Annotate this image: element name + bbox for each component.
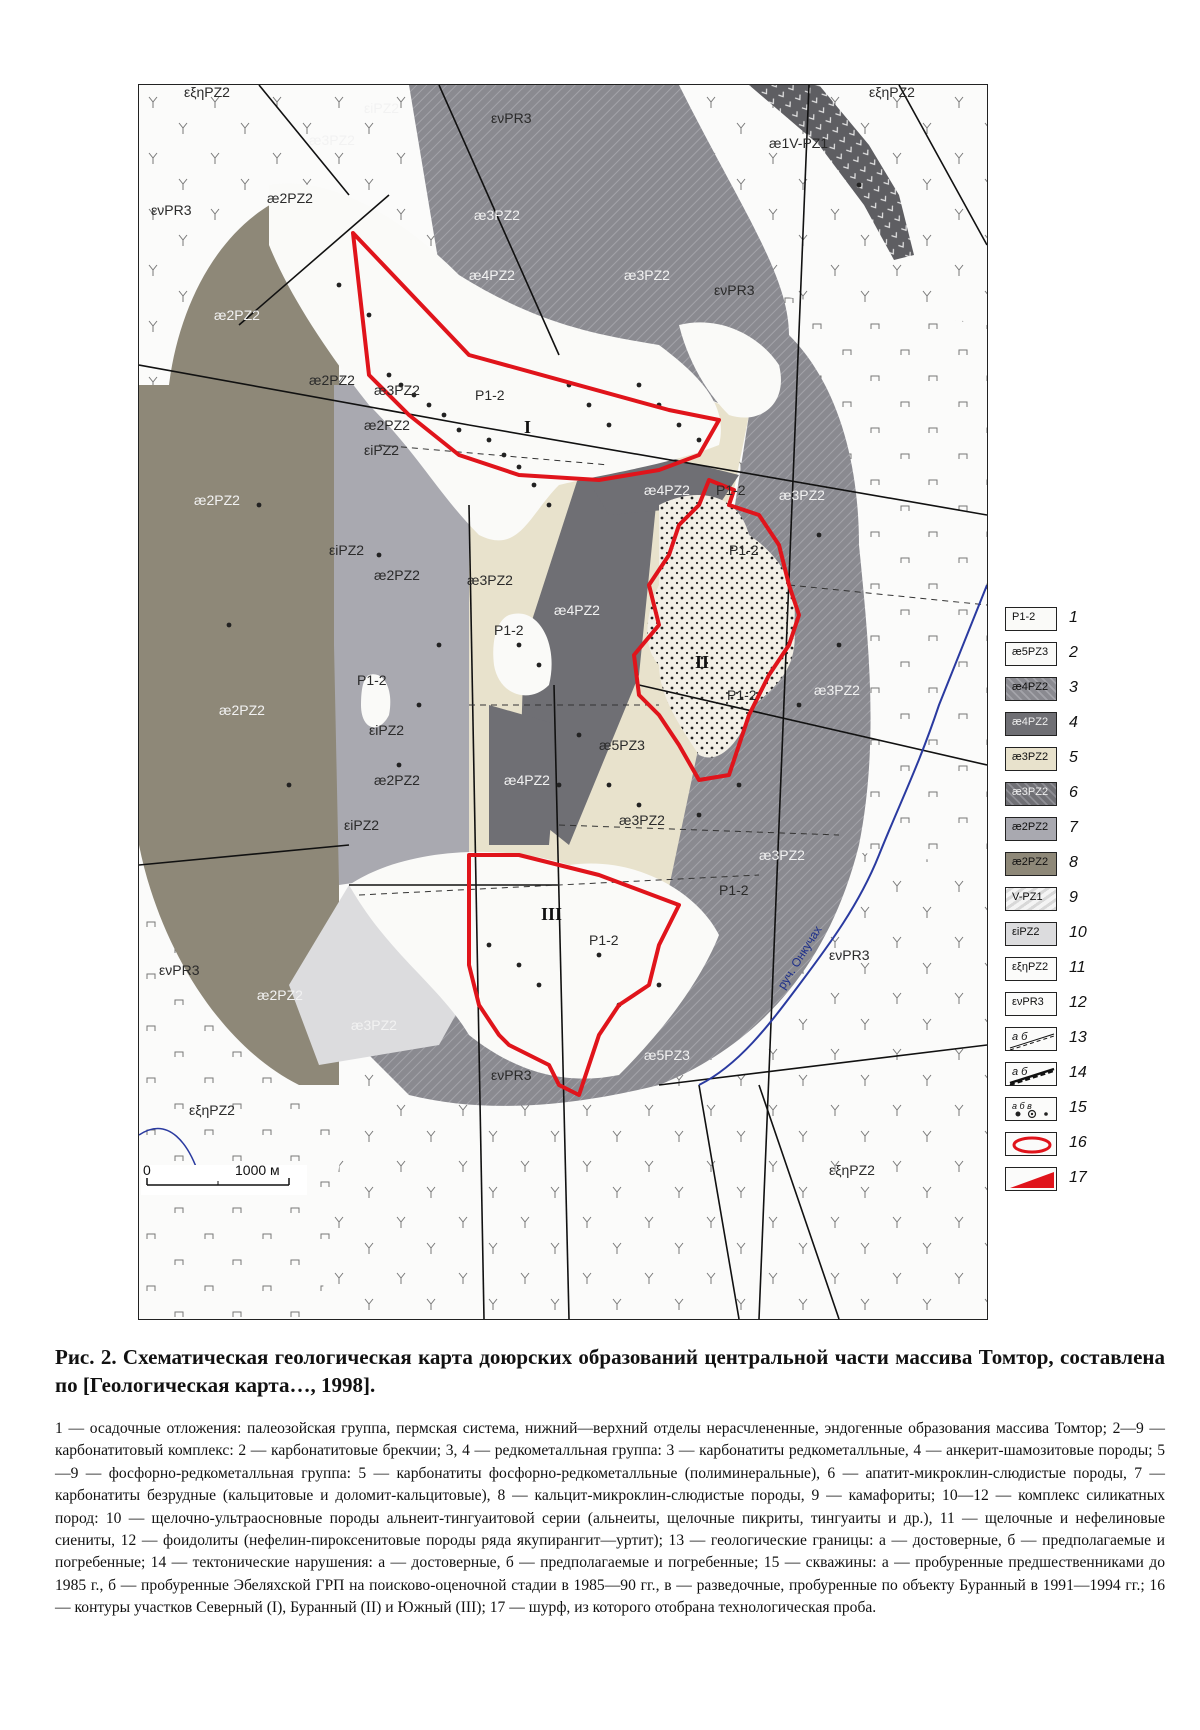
zone-label: ενPR3 xyxy=(829,947,870,963)
legend-item: V-PZ1 9 xyxy=(1005,885,1100,915)
zone-label: ενPR3 xyxy=(491,110,532,126)
plot-label-I: I xyxy=(524,417,532,437)
plot-label-III: III xyxy=(541,904,563,924)
zone-label: P1-2 xyxy=(729,542,759,558)
river-label: руч. Онкучах xyxy=(774,923,825,992)
zone-label: æ3PZ2 xyxy=(619,812,665,828)
zone-label: æ5PZ3 xyxy=(644,1047,690,1063)
legend-item: εξηPZ2 11 xyxy=(1005,955,1100,985)
legend-item: 16 xyxy=(1005,1130,1100,1160)
legend-item: ενPR3 12 xyxy=(1005,990,1100,1020)
legend-item: æ5PZ3 2 xyxy=(1005,640,1100,670)
legend-item: а б 13 xyxy=(1005,1025,1100,1055)
zone-label: æ2PZ2 xyxy=(364,417,410,433)
zone-label: æ2PZ2 xyxy=(374,567,420,583)
zone-label: ενPR3 xyxy=(159,962,200,978)
legend-item: æ2PZ2 8 xyxy=(1005,850,1100,880)
legend-item: εiPZ2 10 xyxy=(1005,920,1100,950)
zone-label: æ3PZ2 xyxy=(814,682,860,698)
zone-label: εiPZ2 xyxy=(344,817,380,833)
zone-label: P1-2 xyxy=(589,932,619,948)
legend-item: æ4PZ2 4 xyxy=(1005,710,1100,740)
zone-label: æ2PZ2 xyxy=(267,190,313,206)
zone-label: P1-2 xyxy=(357,672,387,688)
map-legend xyxy=(1005,605,1100,1325)
zone-label: æ2PZ2 xyxy=(309,372,355,388)
zone-label: εξηPZ2 xyxy=(184,85,230,100)
figure-caption-title: Рис. 2. Схематическая геологическая карта доюрских образований центральной части массива Томтор, составлена по [Геологическая карта…, 1998]. xyxy=(55,1345,1165,1397)
zone-label: εξηPZ2 xyxy=(189,1102,235,1118)
legend-item: P1-2 1 xyxy=(1005,605,1100,635)
scale-bar xyxy=(141,1162,307,1195)
zone-label: æ3PZ2 xyxy=(467,572,513,588)
scale-distance: 1000 м xyxy=(235,1162,280,1178)
zone-label: ενPR3 xyxy=(714,282,755,298)
zone-label: æ3PZ2 xyxy=(624,267,670,283)
zone-label: æ3PZ2 xyxy=(474,207,520,223)
legend-item: 17 xyxy=(1005,1165,1100,1195)
legend-item: æ3PZ2 5 xyxy=(1005,745,1100,775)
zone-label: æ4PZ2 xyxy=(469,267,515,283)
plot-label-II: II xyxy=(695,652,710,672)
zone-label: æ4PZ2 xyxy=(644,482,690,498)
zone-label: εiPZ2 xyxy=(329,542,365,558)
zone-label: P1-2 xyxy=(494,622,524,638)
zone-label: εξηPZ2 xyxy=(829,1162,875,1178)
zone-label: εiPZ2 xyxy=(364,100,400,116)
zone-label: æ4PZ2 xyxy=(504,772,550,788)
zone-label: P1-2 xyxy=(716,482,746,498)
figure-caption-body: 1 — осадочные отложения: палеозойская группа, пермская система, нижний—верхний отделы нерасчлененные, эндогенные образования массива Томтор; 2—9 — карбонатитовый комплекс: 2 — карбонатитовые брекчии; 3, 4 — редкометалльная группа: 3 — карбонатиты редкометалльные, 4 — анкерит-шамозитовые породы; 5—9 — фосфорно-редкометалльная группа: 5 — карбонатиты фосфорно-редкометалльные (полиминеральные), 6 — апатит-микроклин-слюдистые породы, 7 — карбонатиты безрудные (кальцитовые и доломит-кальцитовые), 8 — кальцит-микроклин-слюдистые породы, 9 — камафориты; 10—12 — комплекс силикатных пород: 10 — щелочно-ультраосновные породы альнеит-тингуаитовой серии (альнеиты, щелочные пикриты, тингуаиты и др.), 11 — щелочные и нефелиновые сиениты, 12 — фоидолиты (нефелин-пироксенитовые породы ряда якупирангит—уртит); 13 — геологические границы: а — достоверные, б — предполагаемые и погребенные; 14 — тектонические нарушения: а — достоверные, б — предполагаемые и погребенные; 15 — скважины: а — пробуренные предшественниками до 1985 г., б — пробуренные Эбеляхской ГРП на поисково-оценочной стадии в 1985—90 гг., в — разведочные, пробуренные по объекту Буранный в 1991—1994 гг.; 16 — контуры участков Северный (I), Буранный (II) и Южный (III); 17 — шурф, из которого отобрана технологическая проба. xyxy=(55,1420,1165,1617)
zone-label: æ2PZ2 xyxy=(219,702,265,718)
legend-item: æ4PZ2 3 xyxy=(1005,675,1100,705)
zone-label: æ4PZ2 xyxy=(554,602,600,618)
zone-label: æ3PZ2 xyxy=(759,847,805,863)
zone-label: P1-2 xyxy=(719,882,749,898)
legend-item: æ3PZ2 6 xyxy=(1005,780,1100,810)
zone-label: æ1V-PZ1 xyxy=(769,135,829,151)
legend-item: а б 14 xyxy=(1005,1060,1100,1090)
zone-label: εξηPZ2 xyxy=(869,85,915,100)
zone-label: æ5PZ3 xyxy=(599,737,645,753)
zone-label: P1-2 xyxy=(727,687,757,703)
zone-label: ενPR3 xyxy=(491,1067,532,1083)
legend-item: æ2PZ2 7 xyxy=(1005,815,1100,845)
zone-label: P1-2 xyxy=(475,387,505,403)
zone-label: εiPZ2 xyxy=(369,722,405,738)
zone-label: æ2PZ2 xyxy=(257,987,303,1003)
zone-label: æ3PZ2 xyxy=(779,487,825,503)
zone-label: æ3PZ2 xyxy=(351,1017,397,1033)
zone-label: æ3PZ2 xyxy=(374,382,420,398)
scale-zero: 0 xyxy=(143,1162,151,1178)
legend-item: а б в 15 xyxy=(1005,1095,1100,1125)
zone-label: æ2PZ2 xyxy=(214,307,260,323)
zone-label: εiPZ2 xyxy=(364,442,400,458)
zone-label: æ2PZ2 xyxy=(374,772,420,788)
zone-label: æ2PZ2 xyxy=(194,492,240,508)
geological-map xyxy=(138,84,988,1320)
zone-label: ενPR3 xyxy=(151,202,192,218)
zone-label: æ3PZ2 xyxy=(309,132,355,148)
